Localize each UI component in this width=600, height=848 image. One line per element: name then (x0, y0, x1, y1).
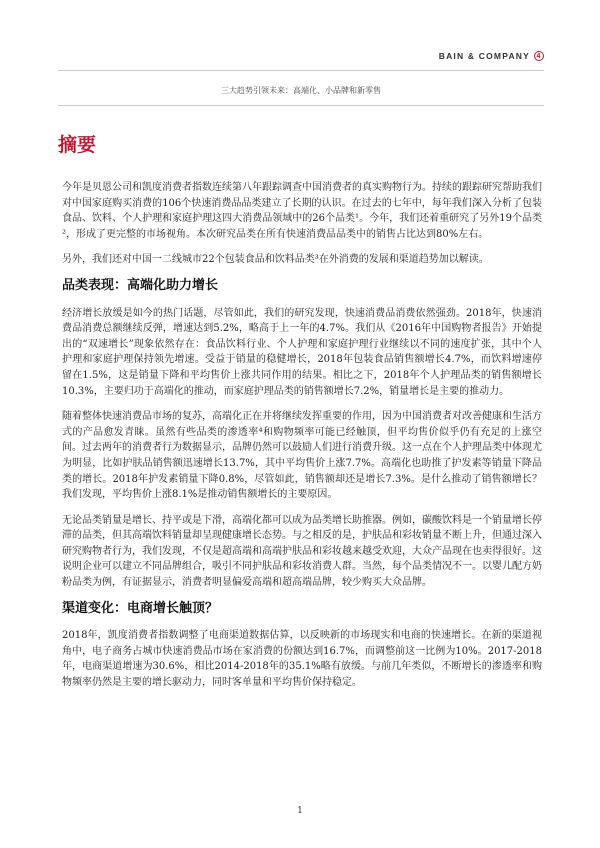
category-paragraph-3: 无论品类销量是增长、持平或是下滑，高端化都可以成为品类增长助推器。例如，碳酸饮料是一个销量增长停滞的品类，但其高端饮料销量却呈现健康增长态势。与之相反的是，护肤品和彩妆销量不断上升，但通过深入研究购物者行为，我们发现，不仅是超高端和高端护肤品和彩妆越来越受欢迎，大众产品现在也卖得很好。这说明企业可以建立不同品牌组合，吸引不同护肤品和彩妆消费人群。当然，每个品类情况不一。以婴儿配方奶粉品类为例，有证据显示，消费者明显偏爱高端和超高端品牌，较少购买大众品牌。 (62, 514, 542, 589)
brand-name: BAIN & COMPANY (438, 51, 530, 61)
report-subtitle: 三大趋势引领未来：高端化、小品牌和新零售 (221, 86, 381, 95)
brand-logo (439, 51, 544, 61)
intro-paragraph-1: 今年是贝恩公司和凯度消费者指数连续第八年跟踪调查中国消费者的真实购物行为。持续的跟踪研究帮助我们对中国家庭购买消费的106个快速消费品品类建立了长期的认识。在过去的七年中，每年我们深入分析了包装食品、饮料、个人护理和家庭护理这四大消费品领域中的26个品类¹。今年，我们还着重研究了另外19个品类²，形成了更完整的市场视角。本次研究品类在所有快速消费品品类中的销售占比达到80%左右。 (62, 182, 542, 240)
category-paragraph-1: 经济增长放缓是如今的热门话题，尽管如此，我们的研究发现，快速消费品消费依然强劲。2018年，快速消费品消费总额继续反弹，增速达到5.2%，略高于上一年的4.7%。我们从《2016年中国购物者报告》开始提出的“双速增长”现象依然存在：食品饮料行业、个人护理和家庭护理行业继续以不同的速度扩张，其中个人护理和家庭护理保持领先增速。受益于销量的稳健增长，2018年包装食品销售额增长4.7%，而饮料增速停留在1.5%，这是销量下降和平均售价上涨共同作用的结果。相比之下，2018年个人护理品类的销售额增长10.3%，主要归功于高端化的推动，而家庭护理品类的销售额增长7.2%，销量增长是主要的推动力。 (62, 307, 542, 397)
category-paragraph-2: 随着整体快速消费品市场的复苏，高端化正在并将继续发挥重要的作用，因为中国消费者对改善健康和生活方式的产品愈发青睐。虽然有些品类的渗透率⁴和购物频率可能已经触顶，但平均售价似乎仍有充足的上涨空间。过去两年的消费者行为数据显示，品牌仍然可以鼓励人们进行消费升级。这一点在个人护理品类中体现尤为明显，比如护肤品销售额迅速增长13.7%，其中平均售价上涨7.7%。高端化也助推了护发素等销量下降品类的增长。2018年护发素销量下降0.8%，尽管如此，销售额却还是增长7.3%。是什么推动了销售额增长？我们发现，平均售价上涨8.1%是推动销售额增长的主要原因。 (62, 411, 542, 501)
section-heading-channel: 渠道变化：电商增长触顶？ (62, 600, 219, 616)
brand-mark-icon: 4 (534, 51, 544, 61)
intro-paragraph-2: 另外，我们还对中国一二线城市22个包装食品和饮料品类³在外消费的发展和渠道趋势加以解读。 (62, 254, 489, 266)
header-rule-top (58, 70, 544, 71)
channel-paragraph-1: 2018年，凯度消费者指数调整了电商渠道数据估算，以反映新的市场现实和电商的快速增长。在新的渠道视角中，电子商务占城市快速消费品市场在家消费的份额达到16.7%，而调整前这一比例为10%。2017-2018年，电商渠道增速为30.6%，相比2014-2018年的35.1%略有放缓。与前几年类似，不断增长的渗透率和购物频率仍然是主要的增长驱动力，同时客单量和平均售价保持稳定。 (62, 630, 542, 689)
page-number: 1 (297, 806, 303, 816)
page-title: 摘要 (58, 134, 97, 156)
header-rule-bottom (58, 105, 544, 106)
document-body (62, 180, 542, 701)
section-heading-category: 品类表现：高端化助力增长 (62, 277, 219, 293)
